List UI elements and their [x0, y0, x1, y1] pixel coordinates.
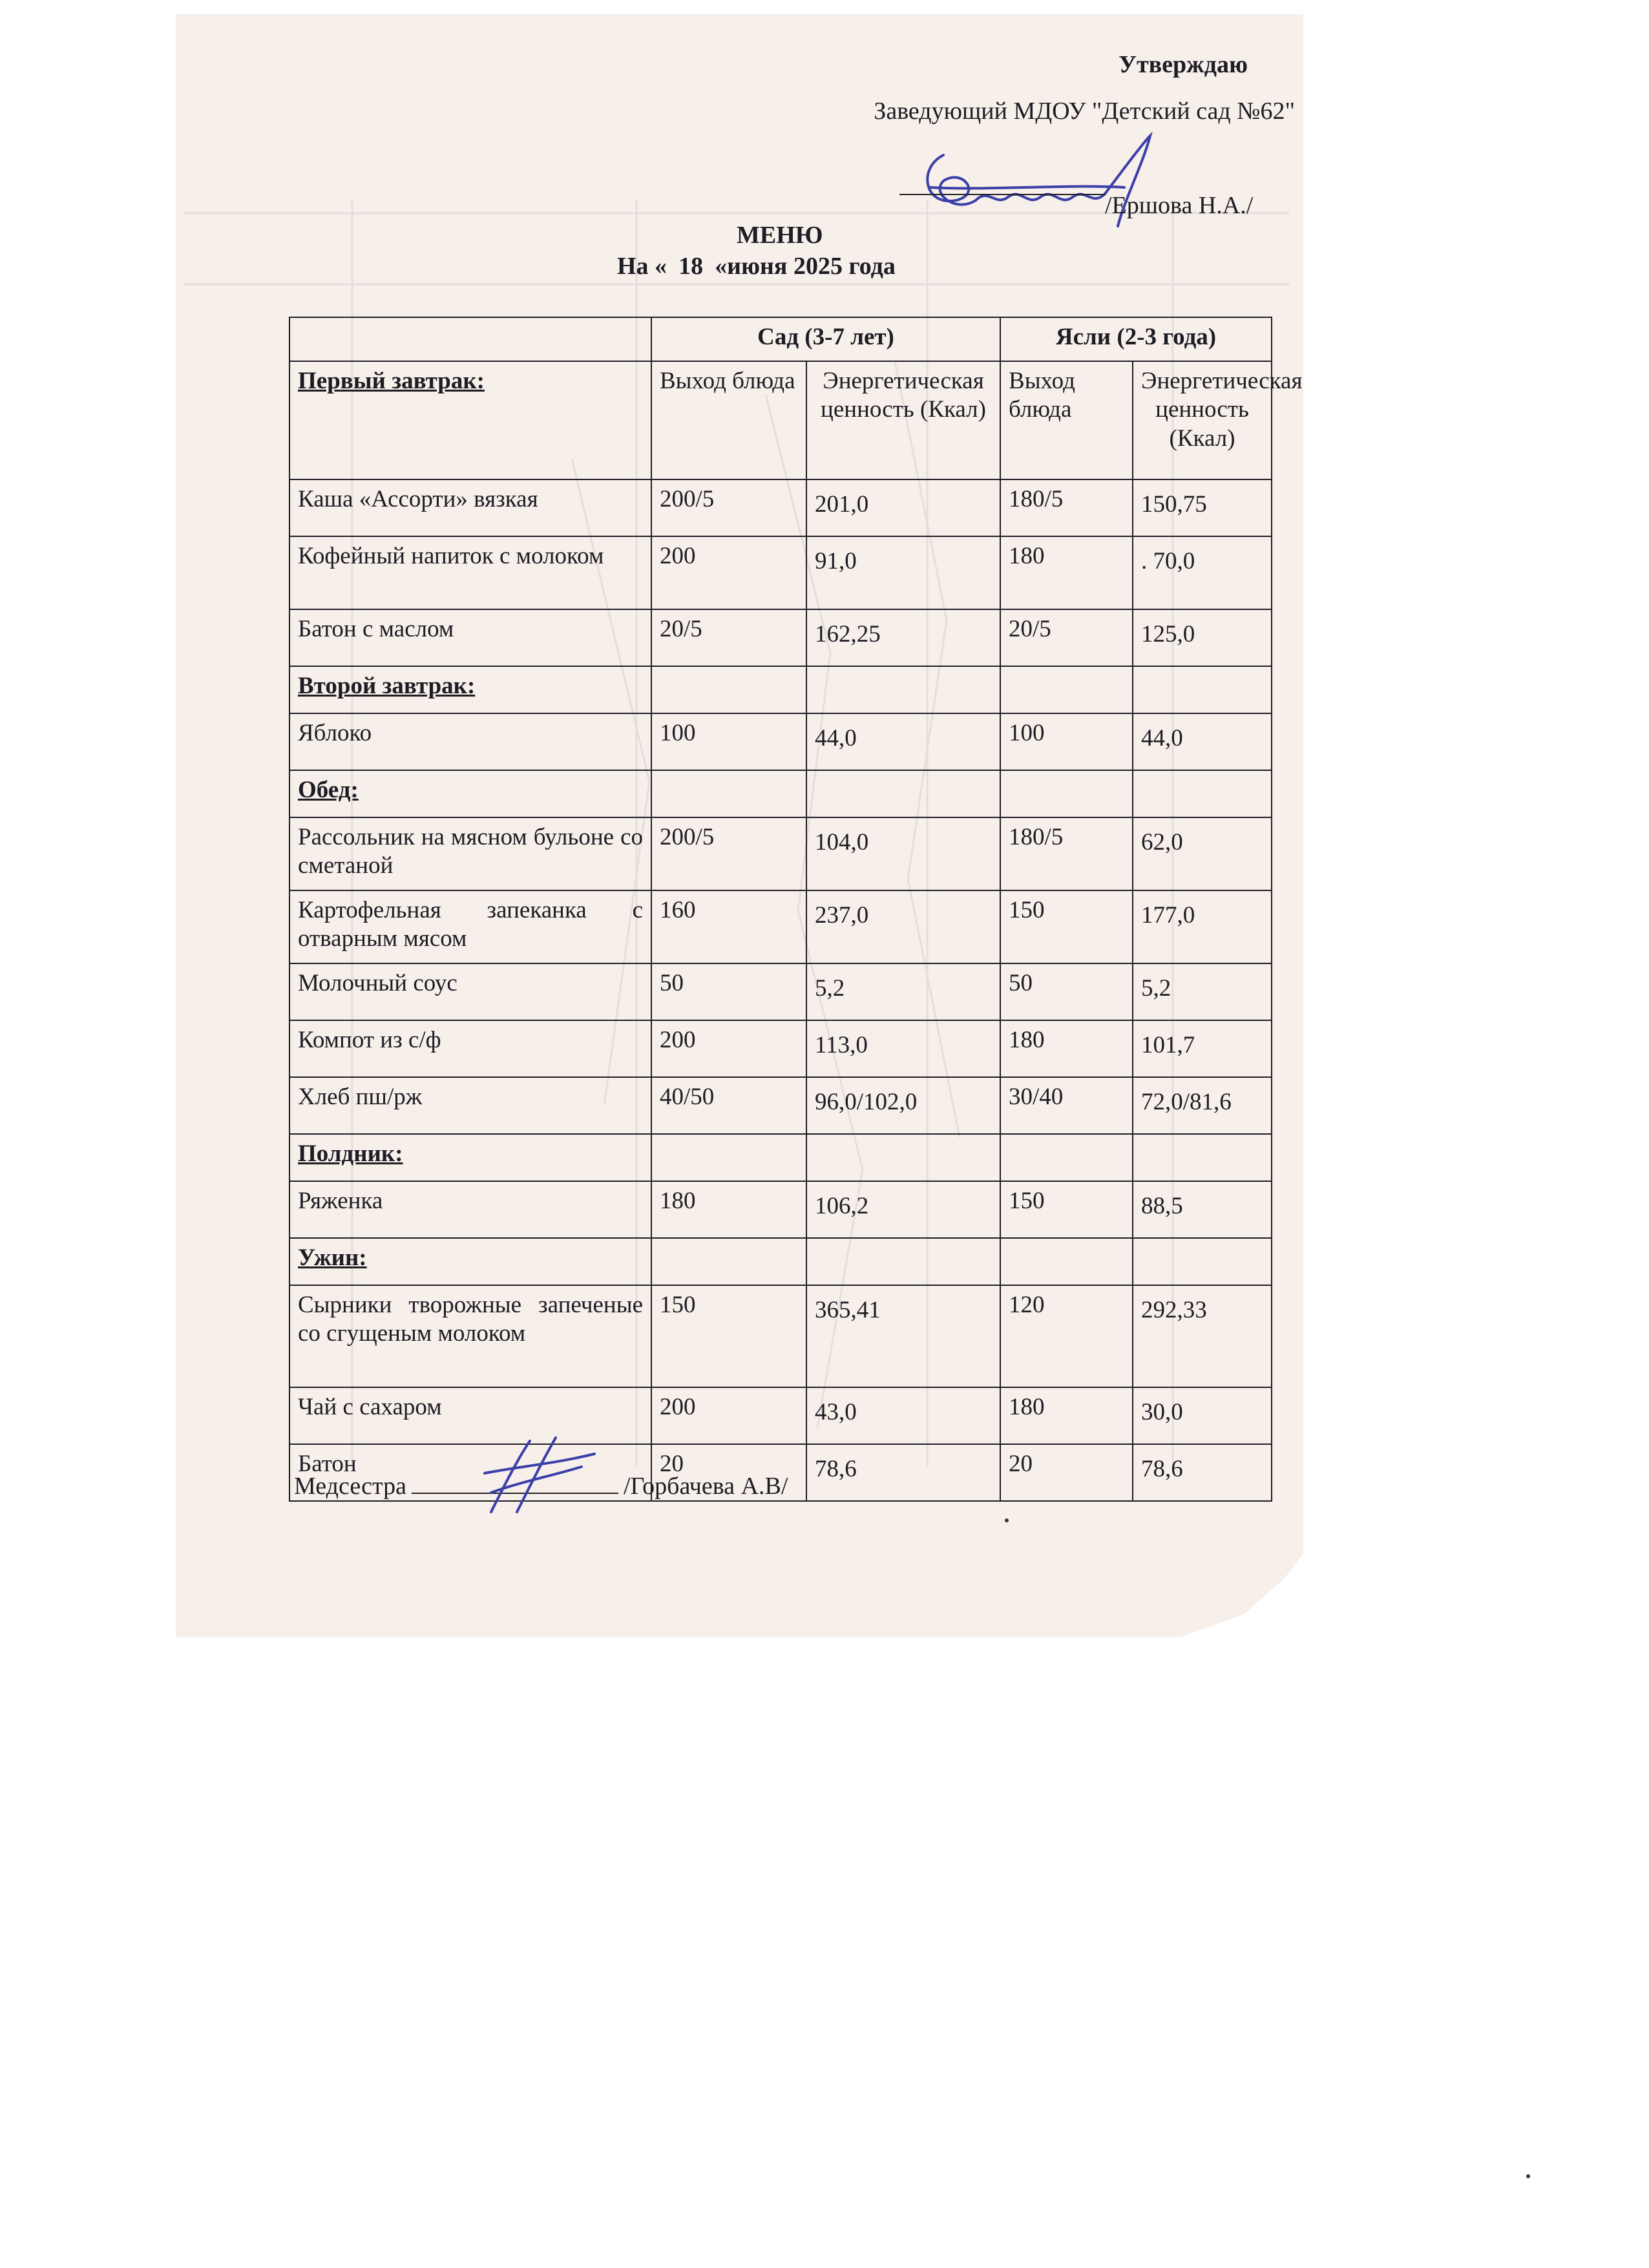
- nurse-label: Медсестра: [294, 1473, 406, 1500]
- group-header-row: [289, 317, 1272, 361]
- col-energy-yasli: Энергетическая ценность (Ккал): [1133, 361, 1272, 479]
- dish-name: Батон с маслом: [289, 609, 651, 666]
- empty-cell: [1133, 770, 1272, 817]
- yasli-kcal: 88,5: [1133, 1181, 1272, 1238]
- sad-yield: 160: [651, 890, 806, 963]
- sad-kcal: 44,0: [806, 713, 1000, 770]
- empty-cell: [1133, 1134, 1272, 1181]
- date-prefix: На «: [617, 253, 667, 280]
- dish-name: Кофейный напиток с молоком: [289, 536, 651, 609]
- table-row: [289, 1020, 1272, 1077]
- director-name: /Ершова Н.А./: [1105, 192, 1254, 219]
- yasli-kcal: 292,33: [1133, 1285, 1272, 1387]
- yasli-yield: 120: [1000, 1285, 1133, 1387]
- yasli-kcal: . 70,0: [1133, 536, 1272, 609]
- page-title: МЕНЮ: [737, 222, 823, 249]
- table-row: [289, 817, 1272, 890]
- empty-cell: [806, 666, 1000, 713]
- dish-name: Молочный соус: [289, 963, 651, 1020]
- dish-name: Ряженка: [289, 1181, 651, 1238]
- table-row: [289, 536, 1272, 609]
- yasli-kcal: 62,0: [1133, 817, 1272, 890]
- dish-name: Рассольник на мясном бульоне со сметаной: [289, 817, 651, 890]
- yasli-kcal: 177,0: [1133, 890, 1272, 963]
- table-row: [289, 963, 1272, 1020]
- yasli-yield: 180/5: [1000, 817, 1133, 890]
- dish-name: Сырники творожные запеченые со сгущеным молоком: [289, 1285, 651, 1387]
- group-yasli-header: Ясли (2-3 года): [1000, 317, 1272, 361]
- section-title: Второй завтрак:: [289, 666, 651, 713]
- empty-header-cell: [289, 317, 651, 361]
- table-row: [289, 1181, 1272, 1238]
- nurse-name: /Горбачева А.В/: [623, 1473, 788, 1500]
- sad-yield: 180: [651, 1181, 806, 1238]
- sad-yield: 20/5: [651, 609, 806, 666]
- table-row: [289, 609, 1272, 666]
- dish-name: Картофельная запеканка с отварным мясом: [289, 890, 651, 963]
- col-yield-yasli: Выход блюда: [1000, 361, 1133, 479]
- dish-name: Хлеб пш/рж: [289, 1077, 651, 1134]
- empty-cell: [806, 1134, 1000, 1181]
- yasli-yield: 180: [1000, 536, 1133, 609]
- section-row: [289, 1134, 1272, 1181]
- yasli-yield: 150: [1000, 890, 1133, 963]
- menu-table: [289, 317, 1303, 1502]
- sad-kcal: 365,41: [806, 1285, 1000, 1387]
- date-rest: «июня 2025 года: [715, 253, 896, 280]
- director-signature: [905, 129, 1176, 246]
- section-title: Ужин:: [289, 1238, 651, 1285]
- sad-kcal: 104,0: [806, 817, 1000, 890]
- dish-name: Батон: [289, 1444, 651, 1501]
- table-row: [289, 1285, 1272, 1387]
- sad-kcal: 106,2: [806, 1181, 1000, 1238]
- yasli-kcal: 5,2: [1133, 963, 1272, 1020]
- yasli-yield: 30/40: [1000, 1077, 1133, 1134]
- dish-name: Компот из с/ф: [289, 1020, 651, 1077]
- empty-cell: [651, 1238, 806, 1285]
- sad-yield: 200: [651, 1387, 806, 1444]
- dish-name: Чай с сахаром: [289, 1387, 651, 1444]
- empty-cell: [806, 1238, 1000, 1285]
- yasli-kcal: 30,0: [1133, 1387, 1272, 1444]
- section-title: Полдник:: [289, 1134, 651, 1181]
- yasli-yield: 180: [1000, 1387, 1133, 1444]
- sad-kcal: 96,0/102,0: [806, 1077, 1000, 1134]
- sad-yield: 200: [651, 536, 806, 609]
- yasli-yield: 150: [1000, 1181, 1133, 1238]
- sad-kcal: 43,0: [806, 1387, 1000, 1444]
- sad-yield: 50: [651, 963, 806, 1020]
- sad-kcal: 162,25: [806, 609, 1000, 666]
- empty-cell: [1000, 770, 1133, 817]
- sad-yield: 200/5: [651, 817, 806, 890]
- yasli-kcal: 125,0: [1133, 609, 1272, 666]
- section-title: Обед:: [289, 770, 651, 817]
- sad-kcal: 201,0: [806, 479, 1000, 536]
- section-first-breakfast: Первый завтрак:: [289, 361, 651, 479]
- speck: [1005, 1518, 1009, 1522]
- sad-kcal: 5,2: [806, 963, 1000, 1020]
- yasli-yield: 20: [1000, 1444, 1133, 1501]
- sad-yield: 100: [651, 713, 806, 770]
- yasli-yield: 180: [1000, 1020, 1133, 1077]
- date-day: 18: [678, 253, 704, 280]
- sad-kcal: 91,0: [806, 536, 1000, 609]
- col-yield-sad: Выход блюда: [651, 361, 806, 479]
- sad-yield: 200/5: [651, 479, 806, 536]
- table-row: [289, 890, 1272, 963]
- empty-cell: [1000, 666, 1133, 713]
- table-row: [289, 1077, 1272, 1134]
- empty-cell: [651, 666, 806, 713]
- yasli-kcal: 101,7: [1133, 1020, 1272, 1077]
- table-row: [289, 479, 1272, 536]
- nurse-signature: [478, 1428, 607, 1525]
- empty-cell: [806, 770, 1000, 817]
- approval-label: Утверждаю: [1119, 51, 1248, 78]
- section-row: [289, 1238, 1272, 1285]
- group-sad-header: Сад (3-7 лет): [651, 317, 1000, 361]
- sad-yield: 20: [651, 1444, 806, 1501]
- sad-kcal: 237,0: [806, 890, 1000, 963]
- empty-cell: [1000, 1134, 1133, 1181]
- empty-cell: [651, 770, 806, 817]
- empty-cell: [651, 1134, 806, 1181]
- yasli-kcal: 78,6: [1133, 1444, 1272, 1501]
- sad-kcal: 78,6: [806, 1444, 1000, 1501]
- column-header-row: [289, 361, 1272, 479]
- dish-name: Каша «Ассорти» вязкая: [289, 479, 651, 536]
- sad-yield: 200: [651, 1020, 806, 1077]
- yasli-yield: 100: [1000, 713, 1133, 770]
- sad-yield: 40/50: [651, 1077, 806, 1134]
- yasli-yield: 50: [1000, 963, 1133, 1020]
- col-energy-sad: Энергетическая ценность (Ккал): [806, 361, 1000, 479]
- sad-kcal: 113,0: [806, 1020, 1000, 1077]
- section-row: [289, 666, 1272, 713]
- table-row: [289, 713, 1272, 770]
- yasli-yield: 180/5: [1000, 479, 1133, 536]
- menu-date: [617, 252, 907, 280]
- director-position: Заведующий МДОУ "Детский сад №62": [874, 98, 1295, 125]
- yasli-kcal: 72,0/81,6: [1133, 1077, 1272, 1134]
- empty-cell: [1000, 1238, 1133, 1285]
- dish-name: Яблоко: [289, 713, 651, 770]
- sad-yield: 150: [651, 1285, 806, 1387]
- table-row: [289, 1387, 1272, 1444]
- yasli-kcal: 150,75: [1133, 479, 1272, 536]
- director-signature-line: [899, 194, 1105, 195]
- empty-cell: [1133, 666, 1272, 713]
- section-row: [289, 770, 1272, 817]
- empty-cell: [1133, 1238, 1272, 1285]
- speck: [1526, 2174, 1530, 2178]
- yasli-yield: 20/5: [1000, 609, 1133, 666]
- yasli-kcal: 44,0: [1133, 713, 1272, 770]
